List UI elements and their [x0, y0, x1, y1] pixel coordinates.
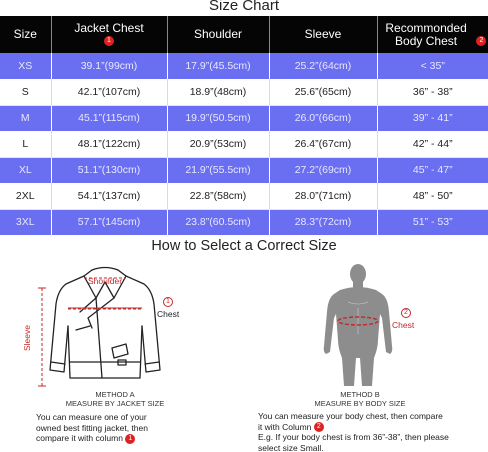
size-cell: 2XL — [0, 183, 51, 209]
table-cell: 18.9”(48cm) — [167, 79, 269, 105]
method-a-title: METHOD A — [95, 390, 135, 399]
header-shoulder: Shoulder — [167, 16, 269, 53]
method-b-description: You can measure your body chest, then compare it with Column 2 E.g. If your body chest is from 36”-38”, then please select size Small. — [258, 411, 449, 452]
table-cell: 21.9”(55.5cm) — [167, 157, 269, 183]
section-subtitle: How to Select a Correct Size — [151, 238, 337, 254]
chest-badge-1-icon: 1 — [163, 297, 173, 307]
table-cell: 19.9”(50.5cm) — [167, 105, 269, 131]
table-row — [0, 183, 488, 209]
desc-badge-1-icon: 1 — [125, 434, 135, 444]
table-cell: 26.4”(67cm) — [269, 131, 377, 157]
table-cell: 39” - 41” — [377, 105, 488, 131]
badge-1-icon: 1 — [104, 36, 114, 46]
chest-label-b: Chest — [392, 320, 415, 330]
shoulder-label: Shoulder — [88, 276, 123, 286]
page-title: Size Chart — [208, 0, 280, 14]
body-silhouette-illustration — [318, 262, 398, 388]
table-cell: 27.2”(69cm) — [269, 157, 377, 183]
table-cell: 17.9”(45.5cm) — [167, 53, 269, 79]
table-row — [0, 105, 488, 131]
table-cell: 28.3”(72cm) — [269, 209, 377, 235]
method-a-description: You can measure one of your owned best fitting jacket, then compare it with column 1 — [36, 412, 148, 443]
size-chart-table — [0, 16, 488, 235]
method-a-caption: MEASURE BY JACKET SIZE — [65, 399, 165, 408]
table-cell: 39.1”(99cm) — [51, 53, 167, 79]
table-cell: 48.1”(122cm) — [51, 131, 167, 157]
table-cell: 26.0”(66cm) — [269, 105, 377, 131]
table-row — [0, 131, 488, 157]
size-cell: XS — [0, 53, 51, 79]
header-sleeve: Sleeve — [269, 16, 377, 53]
table-cell: 51” - 53” — [377, 209, 488, 235]
badge-2-icon: 2 — [476, 36, 486, 46]
table-cell: 25.2”(64cm) — [269, 53, 377, 79]
sleeve-label: Sleeve — [22, 325, 32, 351]
method-b-title: METHOD B — [340, 390, 380, 399]
table-header-row — [0, 16, 488, 53]
table-cell: 54.1”(137cm) — [51, 183, 167, 209]
size-cell: 3XL — [0, 209, 51, 235]
table-cell: 45” - 47” — [377, 157, 488, 183]
table-row — [0, 79, 488, 105]
table-cell: 48” - 50” — [377, 183, 488, 209]
size-cell: S — [0, 79, 51, 105]
table-cell: 51.1”(130cm) — [51, 157, 167, 183]
table-cell: < 35” — [377, 53, 488, 79]
table-cell: 36” - 38” — [377, 79, 488, 105]
size-cell: L — [0, 131, 51, 157]
header-jacket-chest: Jacket Chest 1 — [51, 16, 167, 53]
table-cell: 25.6”(65cm) — [269, 79, 377, 105]
table-cell: 42.1”(107cm) — [51, 79, 167, 105]
table-cell: 23.8”(60.5cm) — [167, 209, 269, 235]
size-cell: M — [0, 105, 51, 131]
table-row — [0, 209, 488, 235]
table-cell: 22.8”(58cm) — [167, 183, 269, 209]
table-cell: 28.0”(71cm) — [269, 183, 377, 209]
method-b-caption: MEASURE BY BODY SIZE — [314, 399, 406, 408]
table-row — [0, 53, 488, 79]
header-recommended-chest: Recommonded Body Chest 2 — [377, 16, 488, 53]
table-row — [0, 157, 488, 183]
chest-label-a: Chest — [157, 309, 180, 319]
header-size: Size — [0, 16, 51, 53]
table-cell: 42” - 44” — [377, 131, 488, 157]
sleeve-measure-line — [37, 286, 47, 388]
table-cell: 57.1”(145cm) — [51, 209, 167, 235]
table-cell: 20.9”(53cm) — [167, 131, 269, 157]
size-cell: XL — [0, 157, 51, 183]
desc-badge-2-icon: 2 — [314, 422, 324, 432]
table-cell: 45.1”(115cm) — [51, 105, 167, 131]
chest-badge-2-icon: 2 — [401, 308, 411, 318]
